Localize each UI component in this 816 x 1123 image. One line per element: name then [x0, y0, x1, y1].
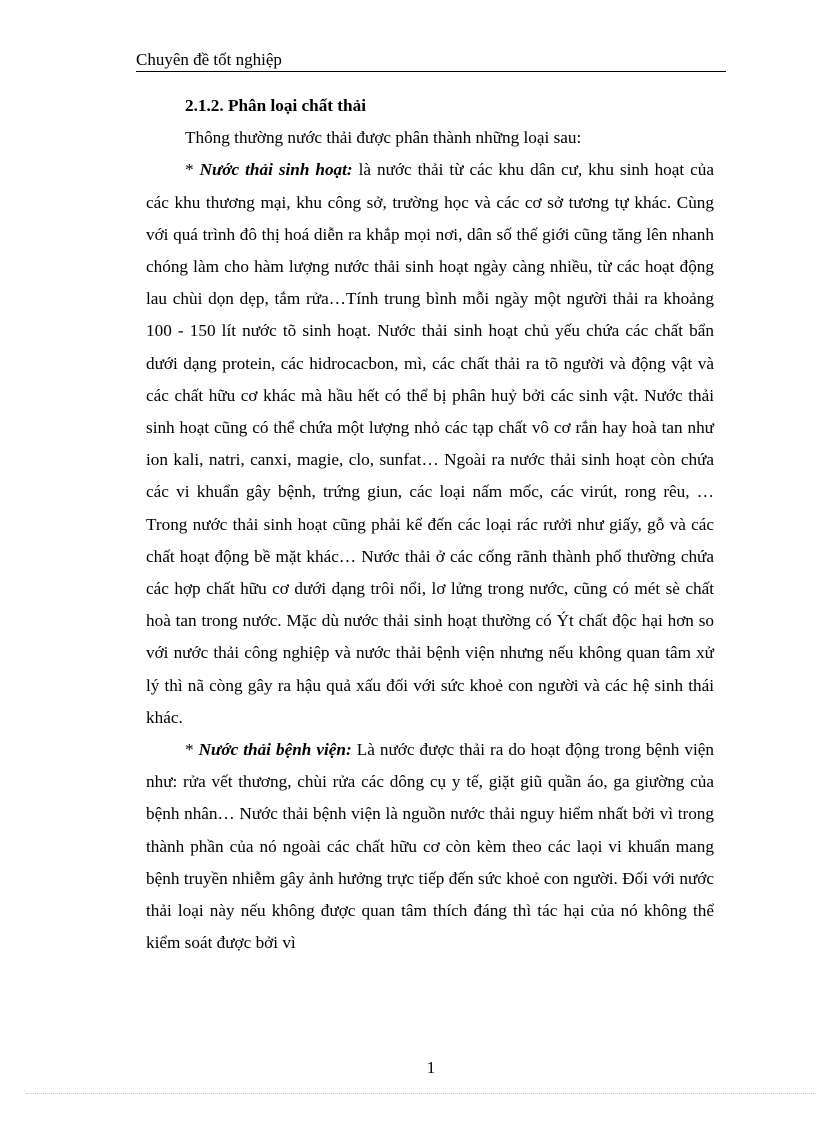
bullet-marker: *: [185, 740, 199, 760]
running-header: Chuyên đề tốt nghiệp: [136, 50, 726, 72]
section-heading: 2.1.2. Phân loại chất thải: [185, 96, 366, 115]
intro-paragraph: Thông thường nước thải được phân thành những loại sau:: [185, 128, 582, 148]
bullet-marker: *: [185, 160, 200, 180]
domestic-wastewater-text: là nước thải từ các khu dân cư, khu sinh hoạt của các khu thương mại, khu công sở, trường học và các cơ sở tương tự khác. Cùng với quá trình đô thị hoá diễn ra khắp mọi nơi, dân số thế giới cũng tăng lên nhanh chóng làm cho hàm lượng nước thải sinh hoạt ngày càng nhiều, từ các hoạt động lau chùi dọn dẹp, tắm rửa…Tính trung bình mỗi ngày một người thải ra khoảng 100 - 150 lít nước tõ sinh hoạt. Nước thải sinh hoạt chủ yếu chứa các chất bẩn dưới dạng protein, các hidrocacbon, mì, các chất thải ra tõ người và động vật và các chất hữu cơ khác mà hầu hết có thể bị phân huỷ bởi các sinh vật. Nước thải sinh hoạt cũng có thể chứa một lượng nhỏ các tạp chất vô cơ rắn hay hoà tan như ion kali, natri, canxi, magie, clo, sunfat… Ngoài ra nước thải sinh hoạt còn chứa các vi khuẩn gây bệnh, trứng giun, các loại nấm mốc, các virút, rong rêu, … Trong nước thải sinh hoạt cũng phải kể đến các loại rác rưởi như giấy, gỗ và các chất hoạt động bề mặt khác… Nước thải ở các cống rãnh thành phố thường chứa các hợp chất hữu cơ dưới dạng trôi nổi, lơ lửng trong nước, cũng có mét sè chất hoà tan trong nước. Mặc dù nước thải sinh hoạt thường có Ýt chất độc hại hơn so với nước thải công nghiệp và nước thải bệnh viện nhưng nếu không quan tâm xử lý thì nã còng gây ra hậu quả xấu đối với sức khoẻ con người và các hệ sinh thái khác.: [146, 160, 715, 727]
hospital-wastewater-paragraph: [146, 734, 714, 959]
domestic-wastewater-term: Nước thải sinh hoạt:: [199, 160, 353, 180]
hospital-wastewater-term: Nước thải bệnh viện:: [198, 740, 352, 760]
document-body: [146, 90, 714, 959]
page-bottom-rule: [26, 1093, 816, 1094]
hospital-wastewater-text: Là nước được thải ra do hoạt động trong bệnh viện như: rửa vết thương, chùi rửa các dông cụ y tế, giặt giũ quần áo, ga giường của bệnh nhân… Nước thải bệnh viện là nguồn nước thải nguy hiểm nhất bởi vì trong thành phần của nó ngoài các chất hữu cơ còn kèm theo các laọi vi khuẩn mang bệnh truyền nhiễm gây ảnh hưởng trực tiếp đến sức khoẻ con người. Đối với nước thải loại này nếu không được quan tâm thích đáng thì tác hại của nó không thể kiểm soát được bởi vì: [146, 740, 715, 953]
page-number: 1: [426, 1058, 436, 1077]
domestic-wastewater-paragraph: [146, 154, 714, 734]
